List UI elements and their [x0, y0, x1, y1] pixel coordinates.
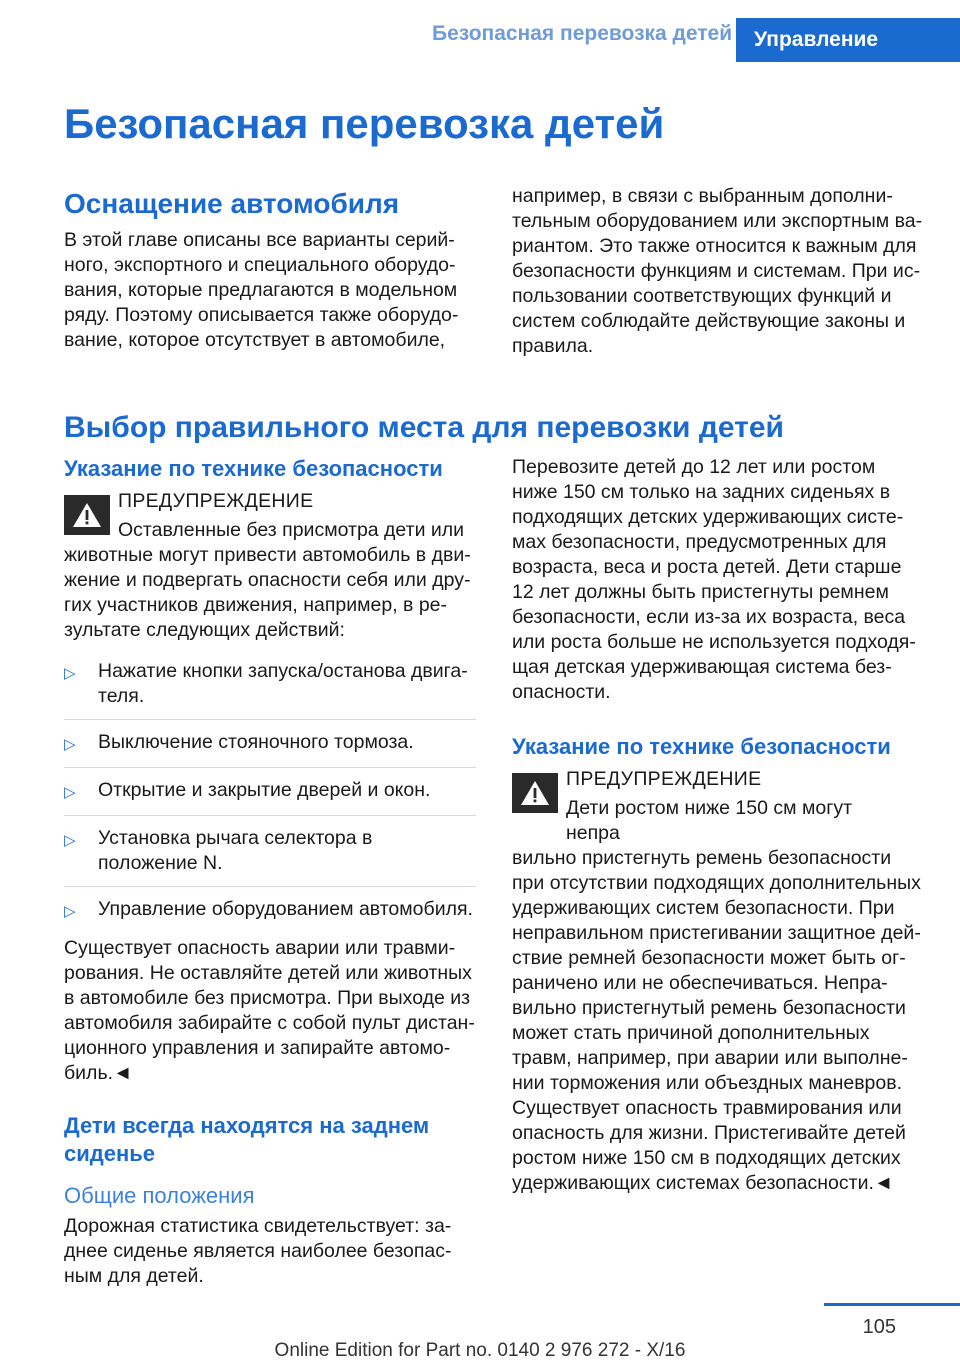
safety-subheading-right: Указание по технике безопасности — [512, 734, 891, 759]
section1-text-left: В этой главе описаны все варианты серийного, экспортного и специального оборудования, которые предлагаются в модельном ряду. Поэтому описывается также оборудование, которое отсутствует в автомобиле, — [64, 229, 459, 351]
list-item: ▷ Открытие и закрытие дверей и окон. — [64, 768, 476, 816]
triangle-bullet-icon: ▷ — [64, 784, 76, 801]
section2-right — [512, 455, 926, 1196]
section1-heading: Оснащение автомобиля — [64, 188, 400, 219]
transport-intro: Перевозите детей до 12 лет или ростом ниже 150 см только на задних сиденьях в подходящих детских удерживающих системах безопасности, предусмотренных для возраста, веса и роста детей. Дети старше 12 лет должны быть пристегнуты ремнем безопасности, если из-за их возраста, веса или роста больше не используется подходящая детская удерживающая система безопасности. — [512, 456, 916, 703]
section2-heading: Выбор правильного места для перевозки детей — [64, 411, 784, 444]
warning-block-left — [64, 489, 476, 543]
warning-conclusion-left: Существует опасность аварии или травмирования. Не оставляйте детей или животных в автомобиле без присмотра. При выходе из автомобиля забирайте с собой пульт дистанционного управления и запирайте автомобиль.◄ — [64, 937, 475, 1084]
general-heading: Общие положения — [64, 1183, 255, 1208]
triangle-bullet-icon: ▷ — [64, 903, 76, 920]
page-title: Безопасная перевозка детей — [64, 100, 665, 147]
warning-first-line-left: Оставленные без присмотра дети или — [118, 519, 465, 541]
footer-accent-line — [824, 1303, 960, 1306]
list-item: ▷ Управление оборудованием автомобиля. — [64, 887, 476, 934]
section1-text-right: например, в связи с выбранным дополнительным оборудованием или экспортным вариантом. Это также относится к важным для безопасности функциям и системам. При использовании соответствующих функций и систем соблюдайте действующие законы и правила. — [512, 185, 923, 357]
warning-text-right: вильно пристегнуть ремень безопасности при отсутствии подходящих дополнительных удерживающих систем безопасности. При неправильном пристегивании защитное действие ремней безопасности может быть ограничено или не обеспечиваться. Неправильно пристегнутый ремень безопасности может стать причиной дополнительных травм, например, при аварии или выполнении торможения или объездных маневров. Существует опасность травмирования или опасность для жизни. Пристегивайте детей ростом ниже 150 см в подходящих детских удерживающих системах безопасности.◄ — [512, 847, 921, 1194]
triangle-bullet-icon: ▷ — [64, 665, 76, 682]
list-item: ▷ Выключение стояночного тормоза. — [64, 720, 476, 768]
action-list — [64, 649, 476, 934]
section2-left — [64, 455, 476, 1289]
warning-triangle-icon — [512, 773, 558, 813]
rear-seat-heading: Дети всегда находятся на заднем сиденье — [64, 1113, 430, 1166]
chapter-tab[interactable]: Управление — [736, 18, 960, 62]
section1-left — [64, 186, 476, 353]
list-item: ▷ Установка рычага селектора в положение N. — [64, 816, 476, 887]
warning-title-left: ПРЕДУПРЕЖДЕНИЕ — [118, 490, 314, 512]
section-tab[interactable]: Безопасная перевозка детей — [432, 22, 733, 45]
warning-triangle-icon — [64, 495, 110, 535]
page-number: 105 — [862, 1316, 896, 1338]
safety-subheading-left: Указание по технике безопасности — [64, 456, 443, 481]
triangle-bullet-icon: ▷ — [64, 832, 76, 849]
warning-first-line-right: Дети ростом ниже 150 см могут непра — [566, 797, 853, 844]
warning-block-right — [512, 767, 926, 846]
general-text: Дорожная статистика свидетельствует: заднее сиденье является наиболее безопасным для детей. — [64, 1215, 452, 1287]
warning-text-left: животные могут привести автомобиль в движение и подвергать опасности себя или других участников движения, например, в результате следующих действий: — [64, 544, 471, 641]
header-bar — [0, 0, 960, 62]
section1-right — [512, 184, 926, 359]
triangle-bullet-icon: ▷ — [64, 736, 76, 753]
edition-footer: Online Edition for Part no. 0140 2 976 272 - X/16 — [274, 1340, 686, 1361]
list-item: ▷ Нажатие кнопки запуска/останова двигателя. — [64, 649, 476, 720]
warning-title-right: ПРЕДУПРЕЖДЕНИЕ — [566, 768, 762, 790]
